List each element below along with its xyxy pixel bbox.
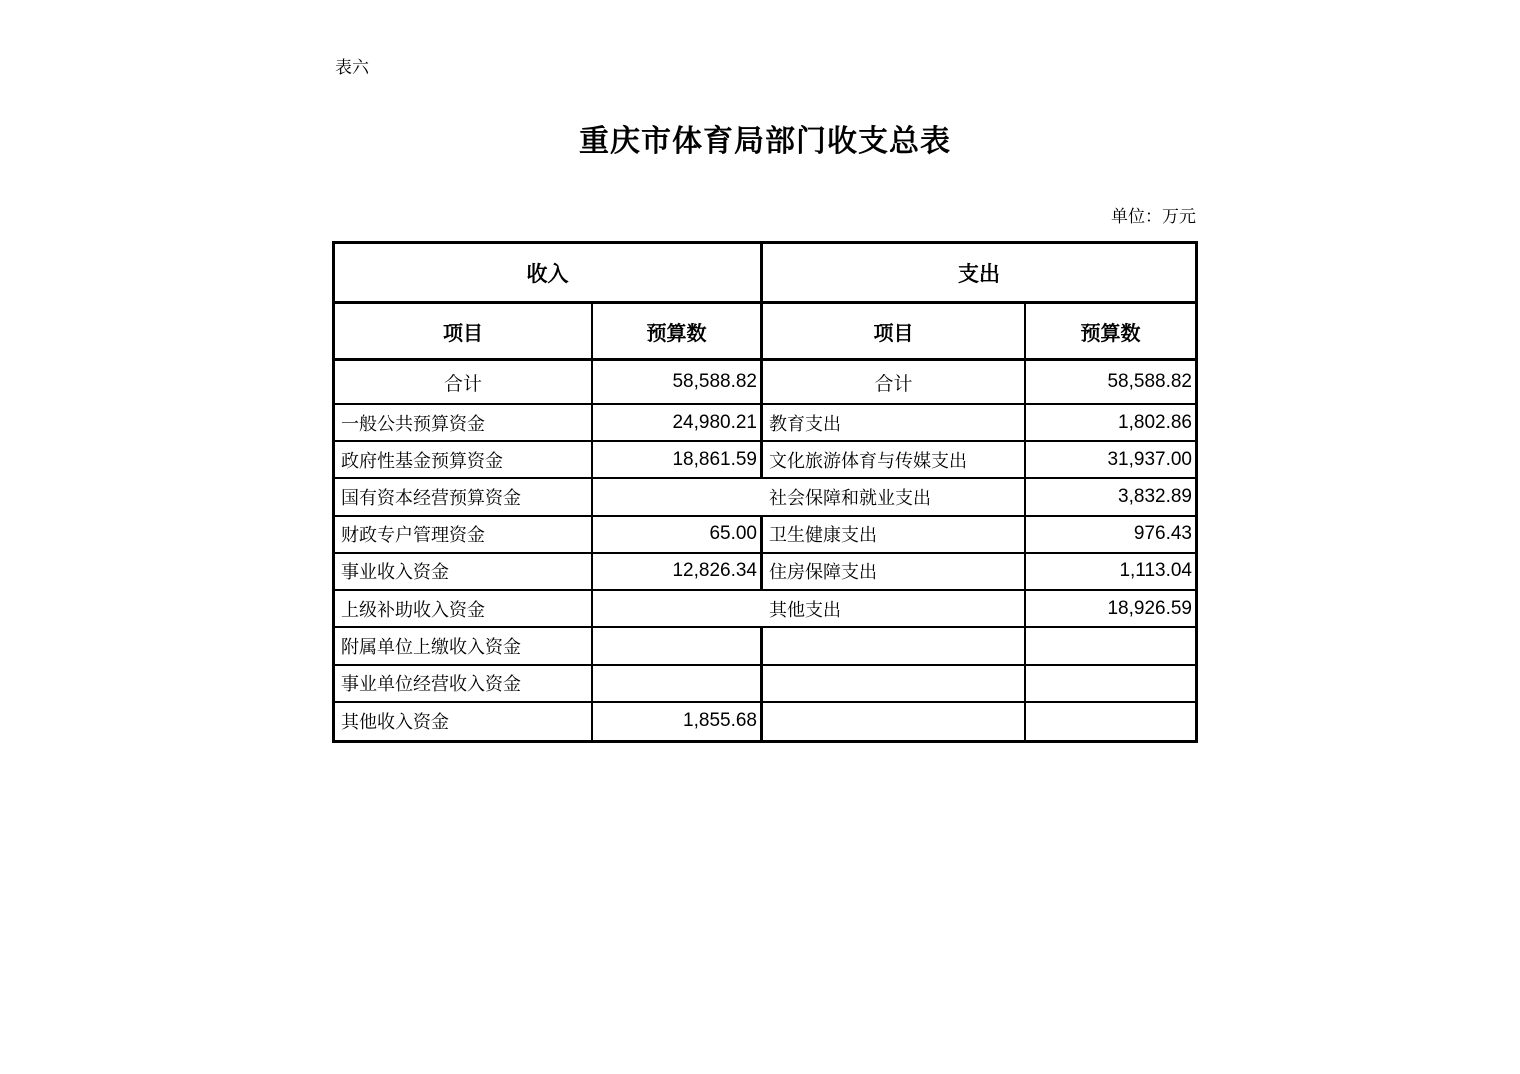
table-cell-expense-item [763,703,1026,740]
table-cell-income-value: 1,855.68 [593,703,763,740]
table-cell-expense-item [763,628,1026,665]
table-cell-expense-value: 1,113.04 [1026,554,1195,591]
table-cell-income-value: 65.00 [593,517,763,554]
table-cell-income-item: 事业收入资金 [335,554,593,591]
expense-group-header-label: 支出 [958,262,1000,286]
table-cell-expense-item: 文化旅游体育与传媒支出 [763,442,1026,479]
table-cell-expense-item: 住房保障支出 [763,554,1026,591]
table-cell-income-value [593,666,763,703]
income-budget-header-label: 预算数 [646,322,707,345]
expense-item-header-label: 项目 [873,322,914,345]
table-cell-income-item: 事业单位经营收入资金 [335,666,593,703]
expense-item-header-cell [763,304,1026,361]
income-budget-header-cell [593,304,763,361]
table-cell-income-item: 上级补助收入资金 [335,591,593,628]
table-cell-expense-value: 3,832.89 [1026,479,1195,516]
table-cell-expense-item: 教育支出 [763,405,1026,442]
table-cell-expense-value [1026,703,1195,740]
table-cell-income-value [593,479,763,516]
table-cell-income-item: 一般公共预算资金 [335,405,593,442]
table-cell-expense-item: 合计 [763,361,1026,405]
income-item-header-cell [335,304,593,361]
table-cell-income-value: 24,980.21 [593,405,763,442]
table-cell-income-value [593,591,763,628]
table-cell-expense-value: 18,926.59 [1026,591,1195,628]
sheet-label: 表六 [335,58,369,77]
table-cell-income-item: 其他收入资金 [335,703,593,740]
table-cell-income-item: 国有资本经营预算资金 [335,479,593,516]
table-cell-expense-item: 卫生健康支出 [763,517,1026,554]
table-cell-expense-item: 其他支出 [763,591,1026,628]
table-cell-expense-value [1026,666,1195,703]
income-group-header-label: 收入 [526,262,569,286]
expense-budget-header-label: 预算数 [1080,322,1141,345]
table-cell-income-item: 附属单位上缴收入资金 [335,628,593,665]
table-cell-income-value: 12,826.34 [593,554,763,591]
table-cell-income-value: 18,861.59 [593,442,763,479]
expense-group-header-cell [763,244,1195,304]
table-cell-expense-value [1026,628,1195,665]
table-cell-income-item: 财政专户管理资金 [335,517,593,554]
table-cell-expense-value: 1,802.86 [1026,405,1195,442]
income-item-header-label: 项目 [443,322,483,345]
table-cell-income-item: 政府性基金预算资金 [335,442,593,479]
table-cell-expense-value: 976.43 [1026,517,1195,554]
table-cell-expense-value: 31,937.00 [1026,442,1195,479]
table-cell-income-value [593,628,763,665]
table-cell-income-item: 合计 [335,361,593,405]
unit-note: 单位：万元 [1111,207,1196,226]
table-cell-expense-item [763,666,1026,703]
table-cell-expense-value: 58,588.82 [1026,361,1195,405]
budget-summary-table [332,241,1198,743]
expense-budget-header-cell [1026,304,1195,361]
table-cell-income-value: 58,588.82 [593,361,763,405]
page-title: 重庆市体育局部门收支总表 [579,125,951,158]
income-group-header-cell [335,244,763,304]
table-cell-expense-item: 社会保障和就业支出 [763,479,1026,516]
